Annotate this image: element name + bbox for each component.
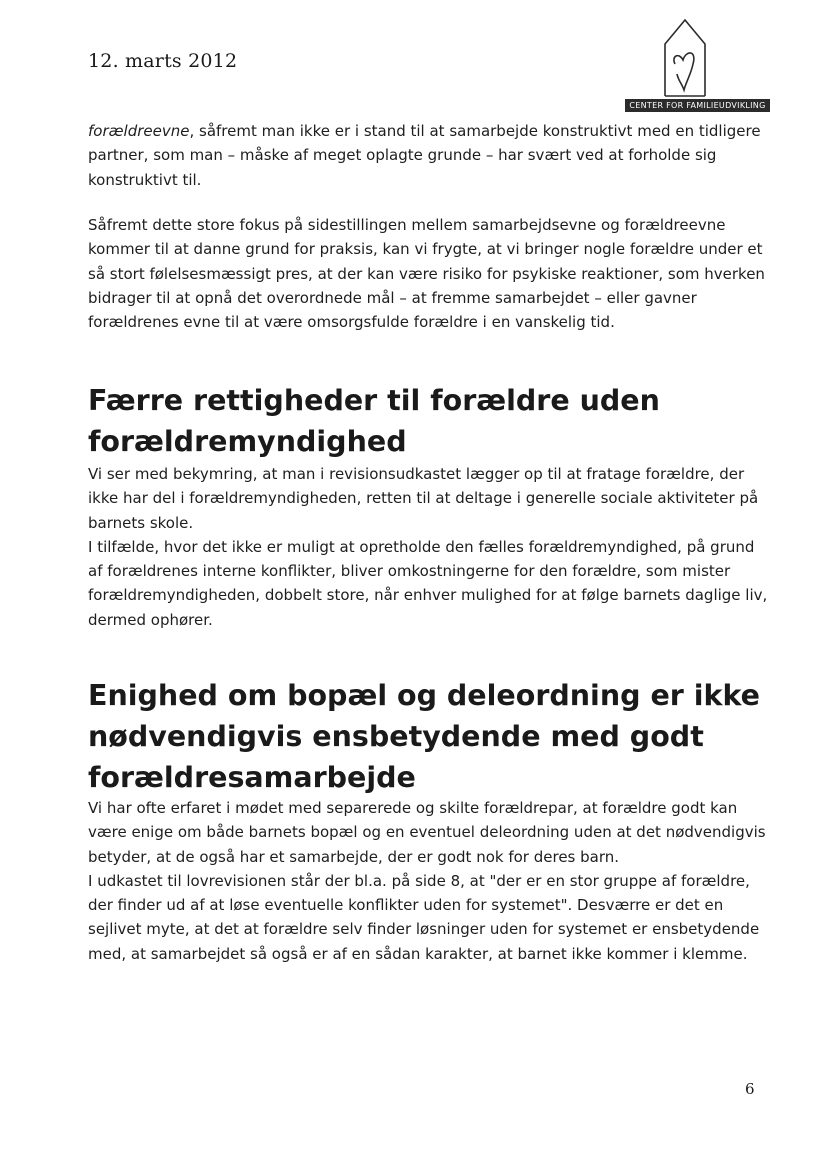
logo-band: CENTER FOR FAMILIEUDVIKLING bbox=[625, 99, 770, 112]
section-heading-cooperation: Enighed om bopæl og deleordning er ikke nødvendigvis ensbetydende med godt forældresamarbejde bbox=[88, 679, 760, 794]
italic-term: forældreevne bbox=[88, 122, 190, 140]
paragraph-text: I udkastet til lovrevisionen står der bl.a. på side 8, at "der er en stor gruppe af forældre, der finder ud af at løse eventuelle konflikter uden for systemet". Desværre er det en sejlivet myte, at det at forældre selv finder løsninger uden for systemet er ensbetydende med, at samarbejdet så også er af en sådan karakter, at barnet ikke kommer i klemme. bbox=[88, 871, 760, 963]
paragraph-text: I tilfælde, hvor det ikke er muligt at opretholde den fælles forældremyndighed, på grund af forældrenes interne konflikter, bliver omkostningerne for den forældre, som mister forældremyndigheden, dobbelt store, når enhver mulighed for at følge barnets daglige liv, dermed ophører. bbox=[88, 537, 768, 629]
paragraph-text: Vi har ofte erfaret i mødet med separerede og skilte forældrepar, at forældre godt kan være enige om både barnets bopæl og en eventuel deleordning uden at det nødvendigvis betyder, at de også har et samarbejde, der er godt nok for deres barn. bbox=[88, 799, 766, 866]
intro-paragraph-2 bbox=[88, 213, 768, 334]
intro-paragraph-1 bbox=[88, 119, 768, 192]
organization-logo bbox=[625, 18, 770, 116]
house-heart-icon bbox=[662, 18, 708, 104]
paragraph-text: , såfremt man ikke er i stand til at samarbejde konstruktivt med en tidligere partner, som man – måske af meget oplagte grunde – har svært ved at forholde sig konstruktivt til. bbox=[88, 122, 761, 189]
paragraph-text: Såfremt dette store fokus på sidestillingen mellem samarbejdsevne og forældreevne kommer til at danne grund for praksis, kan vi frygte, at vi bringer nogle forældre under et så stort følelsesmæssigt pres, at der kan være risiko for psykiske reaktioner, som hverken bidrager til at opnå det overordnede mål – at fremme samarbejdet – eller gavner forældrenes evne til at være omsorgsfulde forældre i en vanskelig tid. bbox=[88, 216, 765, 332]
page-number: 6 bbox=[745, 1080, 755, 1098]
header-date: 12. marts 2012 bbox=[88, 50, 238, 72]
section-heading-rights: Færre rettigheder til forældre uden forældremyndighed bbox=[88, 384, 660, 458]
paragraph-text: Vi ser med bekymring, at man i revisionsudkastet lægger op til at fratage forældre, der ikke har del i forældremyndigheden, retten til at deltage i generelle sociale aktiviteter på barnets skole. bbox=[88, 465, 759, 532]
section-cooperation-body bbox=[88, 796, 768, 966]
section-rights-body bbox=[88, 462, 768, 632]
